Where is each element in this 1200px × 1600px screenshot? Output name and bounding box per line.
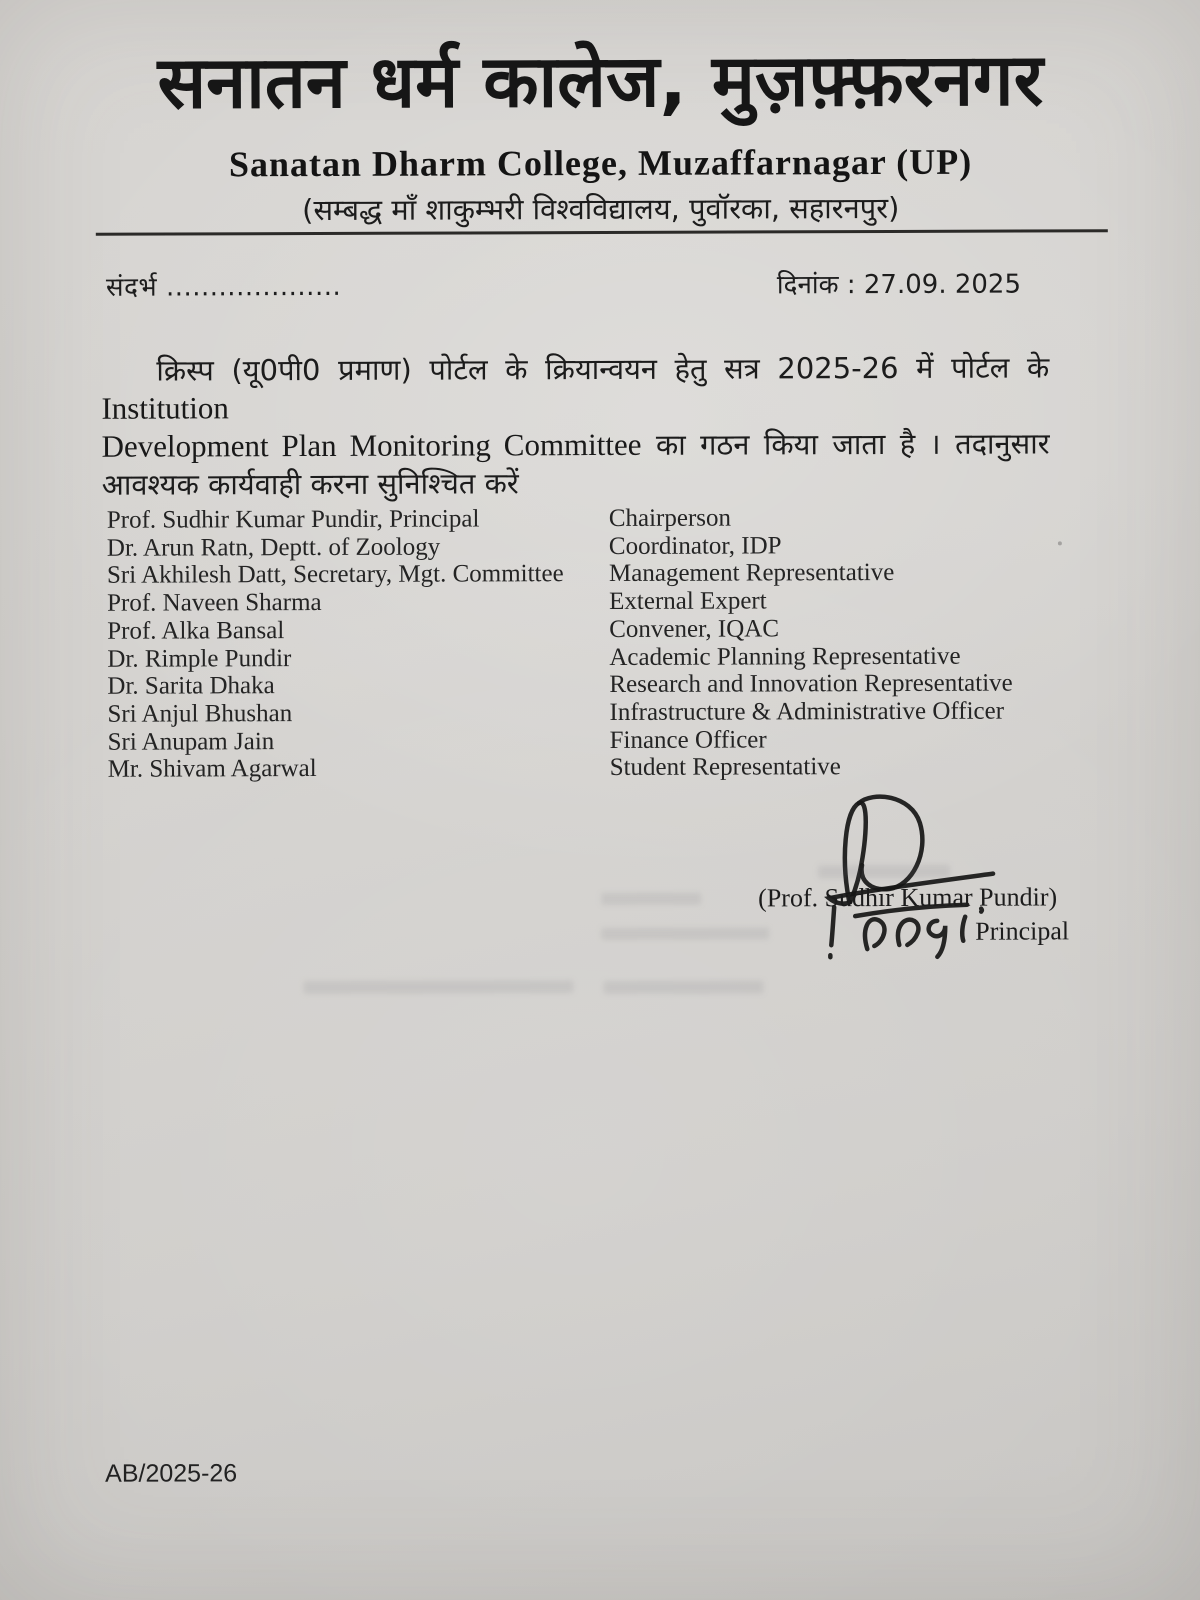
committee-row (107, 587, 1062, 618)
member-name: Dr. Sarita Dhaka (107, 672, 275, 700)
bleed-through-smudge (303, 980, 573, 994)
bleed-through-smudge (818, 865, 950, 878)
member-name: Mr. Shivam Agarwal (107, 755, 317, 784)
paragraph-line-3 (102, 462, 1050, 503)
paragraph-line-3-hindi: आवश्यक कार्यवाही करना सुनिश्चित करें (101, 466, 519, 502)
member-name: Sri Anupam Jain (107, 727, 275, 756)
date-label: दिनांक : 27.09. 2025 (776, 269, 1022, 301)
paragraph-line-2-hindi: का गठन किया जाता है । तदानुसार (655, 426, 1050, 462)
member-role: Coordinator, IDP (608, 532, 782, 560)
member-role: Management Representative (608, 559, 895, 588)
body-paragraph (101, 348, 1050, 503)
committee-row (108, 753, 1063, 784)
member-name: Dr. Rimple Pundir (107, 644, 292, 673)
college-title-hindi: सनातन धर्म कालेज, मुज़फ़्फ़रनगर (157, 37, 1044, 125)
scan-speck (1058, 541, 1062, 545)
paragraph-line-1-hindi: क्रिस्प (यू0पी0 प्रमाण) पोर्टल के क्रियान्वयन हेतु सत्र 2025-26 में पोर्टल के (156, 350, 1050, 388)
member-role: Academic Planning Representative (609, 642, 961, 671)
bleed-through-smudge (601, 927, 769, 940)
member-name: Dr. Arun Ratn, Deptt. of Zoology (106, 533, 441, 562)
file-number: AB/2025-26 (105, 1459, 238, 1488)
bleed-through-smudge (601, 893, 701, 905)
committee-row (107, 559, 1062, 590)
affiliation-subtitle: (सम्बद्ध माँ शाकुम्भरी विश्वविद्यालय, पुवॉरका, सहारनपुर) (302, 190, 900, 228)
reference-label: संदर्भ .................... (105, 271, 342, 303)
paragraph-line-1 (101, 348, 1049, 427)
member-name: Sri Anjul Bhushan (107, 700, 293, 728)
committee-row (107, 614, 1062, 645)
signatory-title: Principal (975, 916, 1070, 946)
member-role: Student Representative (609, 753, 841, 782)
member-role: Convener, IQAC (609, 615, 780, 643)
committee-row (108, 725, 1063, 756)
member-role: External Expert (609, 587, 767, 616)
paragraph-line-2-english: Development Plan Monitoring Committee (101, 426, 642, 464)
paragraph-line-2 (101, 424, 1049, 465)
paragraph-line-1-english: Institution (101, 390, 229, 426)
committee-row (107, 503, 1062, 534)
committee-row (107, 642, 1062, 673)
header-divider (96, 229, 1108, 236)
member-name: Prof. Naveen Sharma (107, 589, 322, 617)
member-name: Prof. Sudhir Kumar Pundir, Principal (106, 505, 480, 534)
member-role: Infrastructure & Administrative Officer (609, 697, 1005, 726)
member-role: Finance Officer (609, 726, 767, 754)
college-title-english: Sanatan Dharm College, Muzaffarnagar (UP) (228, 141, 973, 185)
bleed-through-smudge (603, 980, 763, 994)
member-name: Prof. Alka Bansal (107, 616, 285, 645)
committee-row (107, 670, 1062, 701)
committee-row (107, 531, 1062, 562)
committee-list (107, 503, 1063, 783)
member-role: Research and Innovation Representative (609, 669, 1013, 699)
committee-row (107, 697, 1062, 728)
member-role: Chairperson (608, 504, 732, 532)
member-name: Sri Akhilesh Datt, Secretary, Mgt. Committee (106, 560, 564, 590)
signatory-name: (Prof. Sudhir Kumar Pundir) (758, 882, 1058, 913)
